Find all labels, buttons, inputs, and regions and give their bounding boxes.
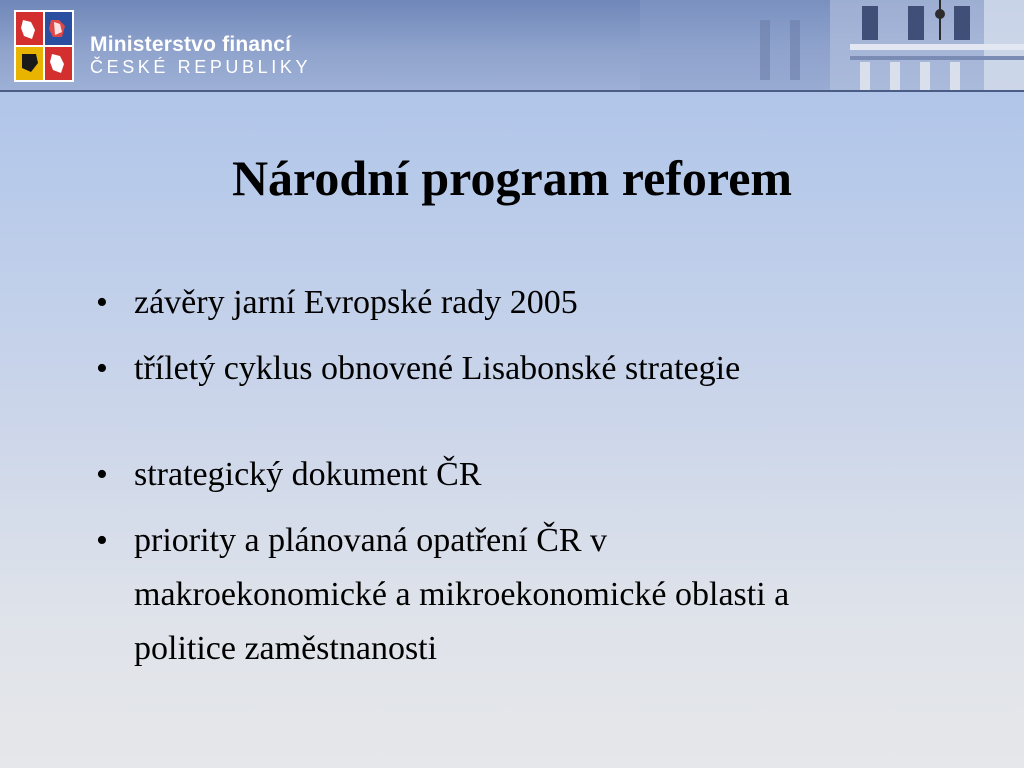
bullet-icon: • xyxy=(96,284,108,321)
bullet-text: závěry jarní Evropské rady 2005 xyxy=(134,284,578,321)
ministry-name: Ministerstvo financí xyxy=(90,33,292,56)
bullet-icon: • xyxy=(96,456,108,493)
list-item xyxy=(96,514,856,676)
bullet-text: strategický dokument ČR xyxy=(134,456,482,493)
bullet-text: tříletý cyklus obnovené Lisabonské strategie xyxy=(134,350,741,387)
list-item xyxy=(96,448,976,502)
bullet-icon: • xyxy=(96,350,108,387)
bullet-text: priority a plánovaná opatření ČR v makroekonomické a mikroekonomické oblasti a politice zaměstnanosti xyxy=(134,522,790,667)
bullet-icon: • xyxy=(96,522,108,559)
ministry-country: ČESKÉ REPUBLIKY xyxy=(90,57,312,77)
list-item xyxy=(96,342,976,396)
list-item xyxy=(96,276,976,330)
slide-title: Národní program reforem xyxy=(231,150,793,206)
